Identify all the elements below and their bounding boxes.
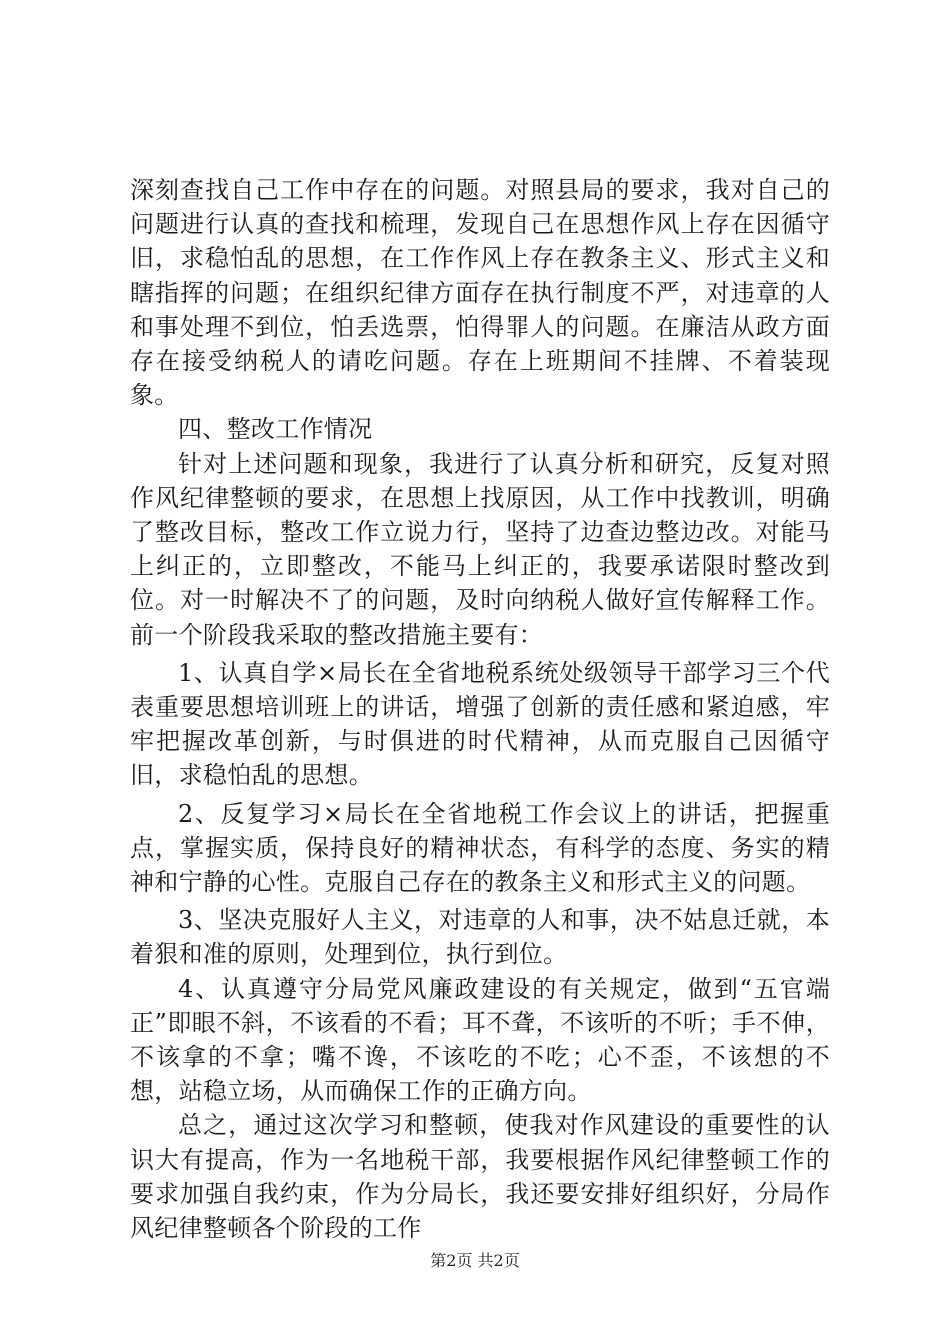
paragraph-rectification-intro: 针对上述问题和现象，我进行了认真分析和研究，反复对照作风纪律整顿的要求，在思想上找原因，从工作中找教训，明确了整改目标，整改工作立说力行，坚持了边查边整边改。对能马上纠正的，立即整改，不能马上纠正的，我要承诺限时整改到位。对一时解决不了的问题，及时向纳税人做好宣传解释工作。前一个阶段我采取的整改措施主要有： <box>130 449 830 649</box>
document-body <box>130 173 830 1245</box>
paragraph-measure-3: 3、坚决克服好人主义，对违章的人和事，决不姑息迁就，本着狠和准的原则，处理到位，执行到位。 <box>130 906 830 969</box>
paragraph-problems: 深刻查找自己工作中存在的问题。对照县局的要求，我对自己的问题进行认真的查找和梳理，发现自己在思想作风上存在因循守旧，求稳怕乱的思想，在工作作风上存在教条主义、形式主义和瞎指挥的问题；在组织纪律方面存在执行制度不严，对违章的人和事处理不到位，怕丢选票，怕得罪人的问题。在廉洁从政方面存在接受纳税人的请吃问题。存在上班期间不挂牌、不着装现象。 <box>130 176 830 410</box>
paragraph-measure-1: 1、认真自学×局长在全省地税系统处级领导干部学习三个代表重要思想培训班上的讲话，增强了创新的责任感和紧迫感，牢牢把握改革创新，与时俱进的时代精神，从而克服自己因循守旧，求稳怕乱的思想。 <box>130 658 830 790</box>
paragraph-conclusion: 总之，通过这次学习和整顿，使我对作风建设的重要性的认识大有提高，作为一名地税干部，我要根据作风纪律整顿工作的要求加强自我约束，作为分局长，我还要安排好组织好，分局作风纪律整顿各个阶段的工作 <box>130 1111 830 1243</box>
paragraph-measure-4: 4、认真遵守分局党风廉政建设的有关规定，做到“五官端正”即眼不斜，不该看的不看；耳不聋，不该听的不听；手不伸，不该拿的不拿；嘴不谗，不该吃的不吃；心不歪，不该想的不想，站稳立场，从而确保工作的正确方向。 <box>130 974 830 1106</box>
paragraph-measure-2: 2、反复学习×局长在全省地税工作会议上的讲话，把握重点，掌握实质，保持良好的精神状态，有科学的态度、务实的精神和宁静的心性。克服自己存在的教条主义和形式主义的问题。 <box>130 799 830 897</box>
page-footer: 第2页 共2页 <box>430 1251 520 1270</box>
section-heading-rectification: 四、整改工作情况 <box>178 415 373 444</box>
